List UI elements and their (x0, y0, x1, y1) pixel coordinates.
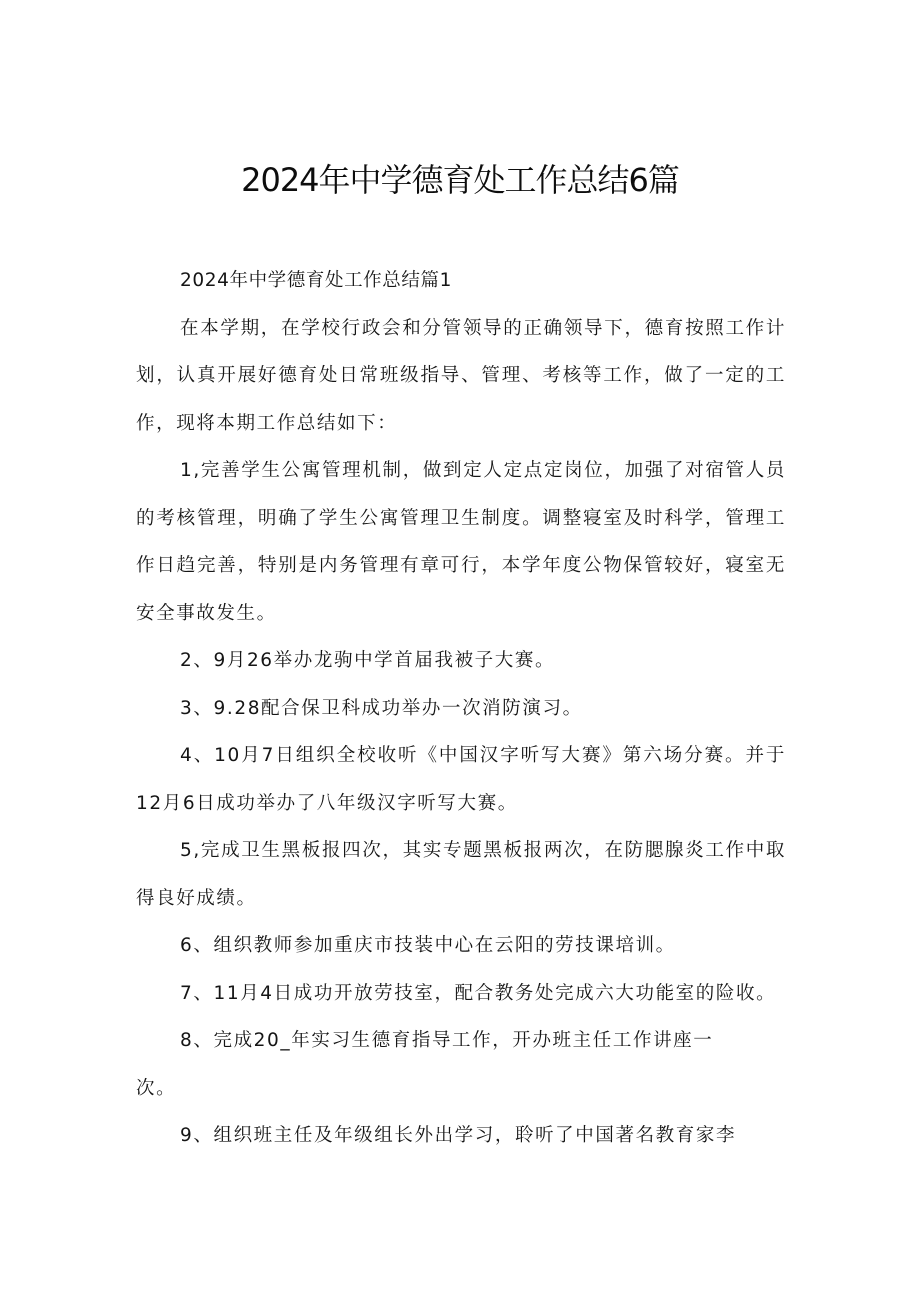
document-title: 2024年中学德育处工作总结6篇 (241, 161, 679, 199)
paragraph-item-1: 1,完善学生公寓管理机制，做到定人定点定岗位，加强了对宿管人员的考核管理，明确了学生公寓管理卫生制度。调整寝室及时科学，管理工作日趋完善，特别是内务管理有章可行，本学年度公物保管较好，寝室无安全事故发生。 (136, 460, 786, 624)
paragraph-item-2: 2、9月26举办龙驹中学首届我被子大赛。 (180, 650, 556, 671)
paragraph-item-9: 9、组织班主任及年级组长外出学习，聆听了中国著名教育家李 (180, 1125, 737, 1146)
section-heading: 2024年中学德育处工作总结篇1 (180, 270, 452, 291)
paragraph-item-4: 4、10月7日组织全校收听《中国汉字听写大赛》第六场分赛。并于12月6日成功举办了八年级汉字听写大赛。 (136, 745, 786, 814)
paragraph-item-8-continued: 次。 (136, 1077, 177, 1099)
paragraph-item-6: 6、组织教师参加重庆市技装中心在云阳的劳技课培训。 (180, 935, 676, 956)
paragraph-item-8: 8、完成20_年实习生德育指导工作，开办班主任工作讲座一 (180, 1030, 714, 1051)
paragraph-item-3: 3、9.28配合保卫科成功举办一次消防演习。 (180, 697, 583, 719)
document-body (136, 257, 786, 1160)
paragraph-item-7: 7、11月4日成功开放劳技室，配合教务处完成六大功能室的险收。 (180, 982, 777, 1004)
paragraph-item-5: 5,完成卫生黑板报四次，其实专题黑板报两次，在防腮腺炎工作中取得良好成绩。 (136, 840, 786, 909)
paragraph-intro: 在本学期，在学校行政会和分管领导的正确领导下，德育按照工作计划，认真开展好德育处日常班级指导、管理、考核等工作，做了一定的工作，现将本期工作总结如下： (136, 317, 786, 434)
